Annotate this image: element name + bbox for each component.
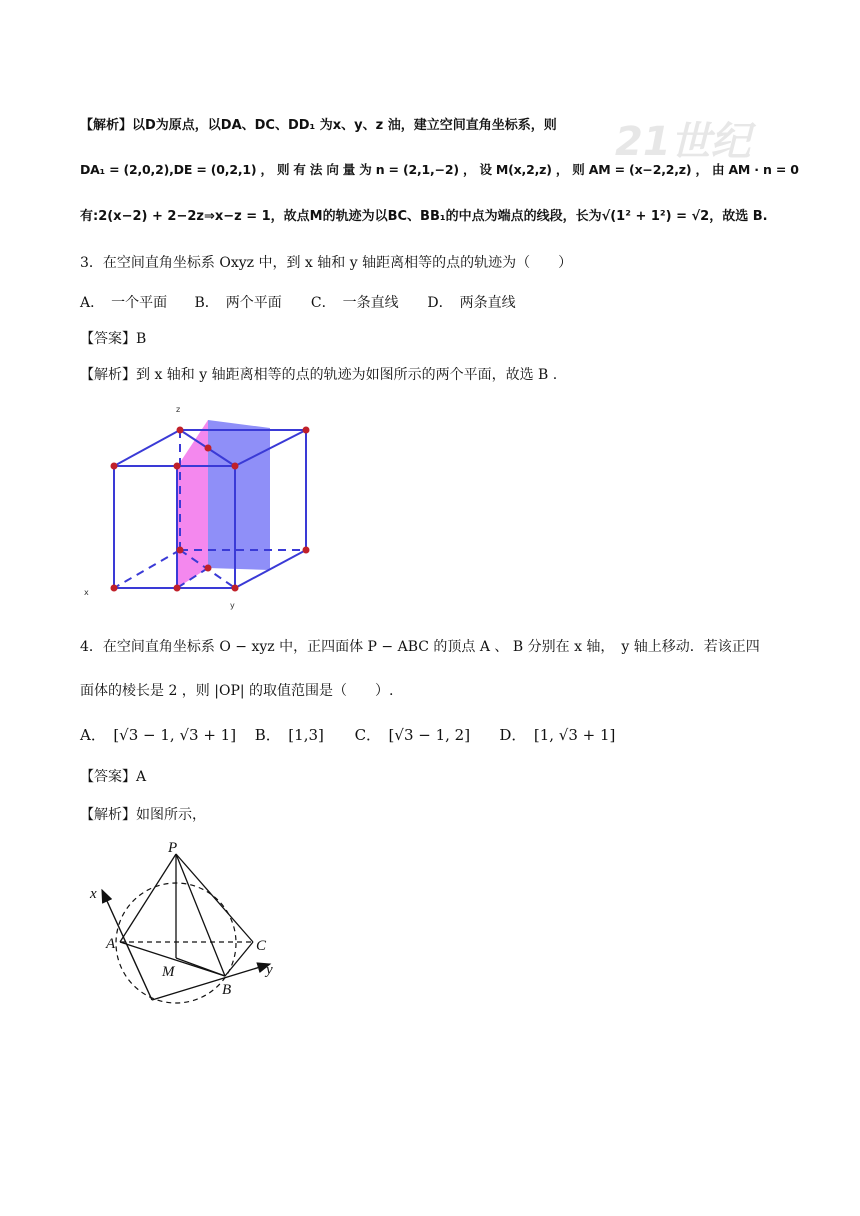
question-4-stem-1: 4．在空间直角坐标系 O − xyz 中，正四面体 P − ABC 的顶点 A 、 B 分别在 x 轴， y 轴上移动．若该正四 [80,639,760,655]
label-x: x [90,886,97,902]
option-d: D． [1, √3 + 1] [499,726,616,744]
label-b: B [222,982,232,998]
question-4-answer: 【答案】A [80,769,147,785]
option-c: C． [√3 − 1, 2] [354,726,471,744]
question-4-stem-2: 面体的棱长是 2 ，则 |OP| 的取值范围是（ ）. [80,683,394,699]
option-c: C． 一条直线 [310,295,399,311]
label-m: M [162,964,175,980]
option-b: B． 两个平面 [194,295,282,311]
option-d: D． 两条直线 [427,295,516,311]
blue-plane [208,420,270,570]
option-a: A． [√3 − 1, √3 + 1] [80,726,237,744]
label-a: A [106,936,116,952]
tetrahedron-figure [80,838,300,1013]
question-3-options [80,292,516,312]
question-3-analysis: 【解析】到 x 轴和 y 轴距离相等的点的轨迹为如图所示的两个平面，故选 B . [80,367,558,383]
question-4-options [80,724,615,745]
solution-line-3: 有:2(x−2) + 2−2z⇒x−z = 1，故点M的轨迹为以BC、BB₁的中点为端点的线段，长为√(1² + 1²) = √2，故选 B. [80,209,768,224]
cube-figure [80,400,320,615]
watermark: 21世纪 [615,119,751,165]
label-p: P [168,840,178,856]
question-4-analysis: 【解析】如图所示， [80,807,206,823]
label-y: y [266,962,273,978]
label-c: C [256,938,267,954]
option-b: B． [1,3] [254,726,324,744]
question-3-stem: 3．在空间直角坐标系 Oxyz 中，到 x 轴和 y 轴距离相等的点的轨迹为（ ） [80,255,573,271]
z-label: z [176,405,181,414]
option-a: A． 一个平面 [80,295,168,311]
solution-line-2: DA₁ = (2,0,2),DE = (0,2,1) ， 则 有 法 向 量 为 n = (2,1,−2) ， 设 M(x,2,z) ， 则 AM = (x−2,2,z) ， 由 AM · n = 0 [80,162,799,177]
y-label: y [230,601,235,610]
question-3-answer: 【答案】B [80,331,147,347]
x-label: x [84,588,89,597]
solution-line-1: 【解析】以D为原点，以DA、DC、DD₁ 为x、y、z 油，建立空间直角坐标系，则 [80,118,557,133]
